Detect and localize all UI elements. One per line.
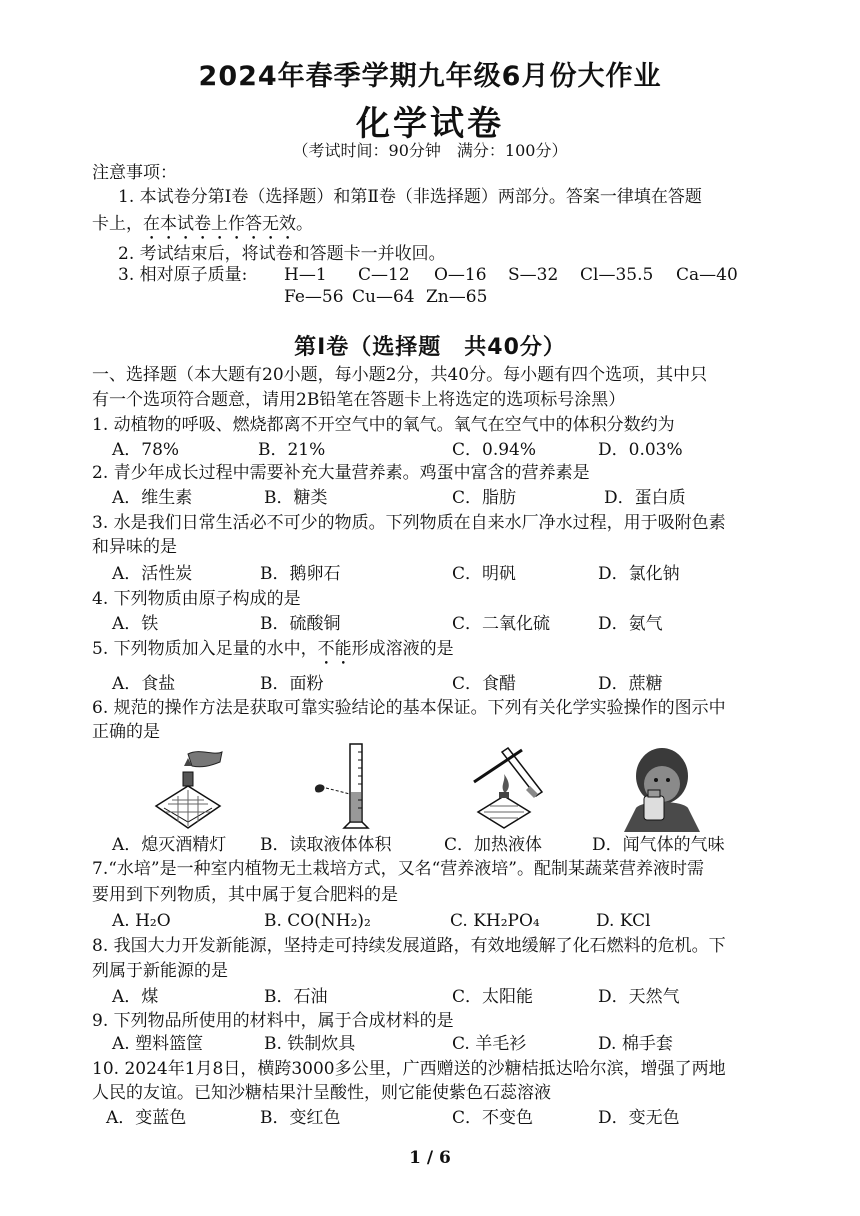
question-6-stem-1: 6. 规范的操作方法是获取可靠实验结论的基本保证。下列有关化学实验操作的图示中 [92, 698, 726, 718]
question-4-option-d: D．氨气 [598, 614, 663, 634]
question-4-option-b: B．硫酸铜 [260, 614, 341, 634]
question-5-stem [92, 638, 454, 669]
question-7-stem-2: 要用到下列物质，其中属于复合肥料的是 [92, 885, 398, 905]
note-1-line1: 1. 本试卷分第Ⅰ卷（选择题）和第Ⅱ卷（非选择题）两部分。答案一律填在答题 [118, 187, 702, 207]
exam-info: （考试时间：90分钟 满分：100分） [292, 141, 568, 160]
question-1-option-d: D．0.03% [598, 440, 683, 460]
question-4-option-c: C．二氧化硫 [452, 614, 551, 634]
note-1-text-a: 卡上， [92, 214, 143, 234]
section-1-instructions-2: 有一个选项符合题意，请用2B铅笔在答题卡上将选定的选项标号涂黑） [92, 390, 626, 410]
question-10-option-b: B．变红色 [260, 1108, 341, 1128]
atomic-mass-h: H—1 [284, 265, 327, 285]
atomic-mass-zn: Zn—65 [426, 287, 488, 307]
question-5-option-b: B．面粉 [260, 674, 324, 694]
question-7-option-c: C. KH₂PO₄ [450, 911, 540, 931]
question-3-option-b: B．鹅卵石 [260, 564, 341, 584]
question-2-option-c: C．脂肪 [452, 488, 517, 508]
subject-title: 化学试卷 [356, 104, 504, 144]
question-1-stem: 1. 动植物的呼吸、燃烧都离不开空气中的氧气。氧气在空气中的体积分数约为 [92, 415, 675, 435]
question-7-option-a: A. H₂O [112, 911, 171, 931]
exam-title: 2024年春季学期九年级6月份大作业 [198, 61, 662, 92]
atomic-mass-fe: Fe—56 [284, 287, 344, 307]
question-5-option-c: C．食醋 [452, 674, 517, 694]
smelling-gas-figure [616, 742, 706, 832]
question-5-emphasis: 不能 [317, 639, 352, 659]
question-6-option-d: D．闻气体的气味 [592, 835, 725, 855]
question-8-option-d: D．天然气 [598, 987, 680, 1007]
notes-heading: 注意事项： [92, 163, 177, 183]
question-6-option-c: C．加热液体 [444, 835, 543, 855]
question-7-option-d: D. KCl [596, 911, 651, 931]
question-9-option-c: C. 羊毛衫 [452, 1034, 527, 1054]
question-3-option-d: D．氯化钠 [598, 564, 680, 584]
question-2-stem: 2. 青少年成长过程中需要补充大量营养素。鸡蛋中富含的营养素是 [92, 463, 590, 483]
question-6-stem-2: 正确的是 [92, 722, 160, 742]
note-2: 2. 考试结束后，将试卷和答题卡一并收回。 [118, 244, 446, 264]
question-5-option-a: A．食盐 [112, 674, 176, 694]
page-number: 1 / 6 [409, 1148, 451, 1168]
question-8-option-c: C．太阳能 [452, 987, 534, 1007]
section-1-instructions-1: 一、选择题（本大题有20小题，每小题2分，共40分。每小题有四个选项，其中只 [92, 365, 708, 385]
question-3-option-a: A．活性炭 [112, 564, 193, 584]
note-1-text-c: 。 [296, 214, 313, 234]
question-8-option-b: B．石油 [264, 987, 328, 1007]
atomic-mass-cl: Cl—35.5 [580, 265, 654, 285]
question-8-option-a: A．煤 [112, 987, 159, 1007]
question-1-option-a: A．78% [112, 440, 180, 460]
question-9-stem: 9. 下列物品所使用的材料中，属于合成材料的是 [92, 1011, 454, 1031]
question-9-option-d: D. 棉手套 [598, 1034, 673, 1054]
question-3-stem-1: 3. 水是我们日常生活必不可少的物质。下列物质在自来水厂净水过程，用于吸附色素 [92, 513, 726, 533]
question-7-option-b: B. CO(NH₂)₂ [264, 911, 371, 931]
question-2-option-b: B．糖类 [264, 488, 328, 508]
note-1-emphasis: 在本试卷上作答无效 [143, 214, 296, 234]
question-10-option-d: D．变无色 [598, 1108, 680, 1128]
question-3-option-c: C．明矾 [452, 564, 517, 584]
note-3-label: 3. 相对原子质量: [118, 265, 248, 285]
question-3-stem-2: 和异味的是 [92, 537, 177, 557]
question-6-option-b: B．读取液体体积 [260, 835, 392, 855]
question-10-stem-2: 人民的友谊。已知沙糖桔果汁呈酸性，则它能使紫色石蕊溶液 [92, 1083, 551, 1103]
note-1-line2 [92, 213, 313, 244]
question-6-option-a: A．熄灭酒精灯 [112, 835, 227, 855]
heating-liquid-figure [464, 742, 544, 832]
question-2-option-d: D．蛋白质 [604, 488, 686, 508]
question-7-stem-1: 7.“水培”是一种室内植物无土栽培方式，又名“营养液培”。配制某蔬菜营养液时需 [92, 859, 704, 879]
graduated-cylinder-figure [306, 742, 386, 832]
atomic-mass-s: S—32 [508, 265, 559, 285]
question-1-option-c: C．0.94% [452, 440, 537, 460]
question-10-stem-1: 10. 2024年1月8日，横跨3000多公里，广西赠送的沙糖桔抵达哈尔滨，增强了两地 [92, 1059, 726, 1079]
question-8-stem-2: 列属于新能源的是 [92, 961, 228, 981]
question-8-stem-1: 8. 我国大力开发新能源，坚持走可持续发展道路，有效地缓解了化石燃料的危机。下 [92, 936, 726, 956]
atomic-mass-cu: Cu—64 [352, 287, 415, 307]
alcohol-lamp-figure [148, 742, 228, 832]
atomic-mass-ca: Ca—40 [676, 265, 738, 285]
question-10-option-a: A．变蓝色 [106, 1108, 187, 1128]
question-9-option-b: B. 铁制炊具 [264, 1034, 356, 1054]
section-1-title: 第Ⅰ卷（选择题 共40分） [294, 335, 566, 360]
atomic-mass-o: O—16 [434, 265, 487, 285]
question-1-option-b: B．21% [258, 440, 326, 460]
atomic-mass-c: C—12 [358, 265, 410, 285]
question-5-stem-c: 形成溶液的是 [351, 639, 454, 659]
question-9-option-a: A. 塑料篮筐 [112, 1034, 204, 1054]
question-10-option-c: C．不变色 [452, 1108, 534, 1128]
question-5-stem-a: 5. 下列物质加入足量的水中， [92, 639, 318, 659]
question-4-option-a: A．铁 [112, 614, 159, 634]
question-2-option-a: A．维生素 [112, 488, 193, 508]
question-5-option-d: D．蔗糖 [598, 674, 663, 694]
question-4-stem: 4. 下列物质由原子构成的是 [92, 589, 301, 609]
